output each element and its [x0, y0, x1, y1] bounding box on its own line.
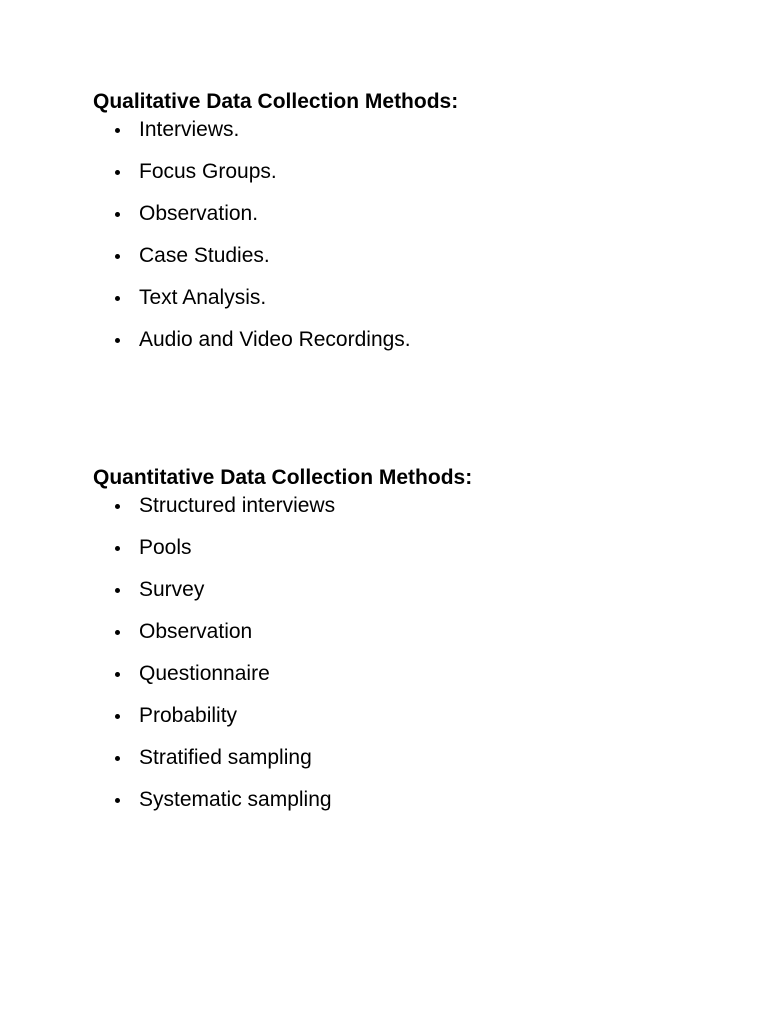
quantitative-list: [93, 492, 713, 828]
list-item-text: Survey: [139, 578, 205, 601]
list-item-text: Observation: [139, 620, 253, 643]
list-item: [93, 702, 713, 744]
list-item-text: Observation.: [139, 202, 259, 225]
list-item-text: Questionnaire: [139, 662, 270, 685]
list-item: [93, 786, 713, 828]
list-item: [93, 618, 713, 660]
list-item-text: Stratified sampling: [139, 746, 312, 769]
list-item-text: Audio and Video Recordings.: [139, 328, 411, 351]
bullet-icon: [115, 504, 120, 509]
list-item-text: Systematic sampling: [139, 788, 332, 811]
bullet-icon: [115, 296, 120, 301]
list-item-text: Structured interviews: [139, 494, 336, 517]
list-item: [93, 534, 713, 576]
bullet-icon: [115, 546, 120, 551]
bullet-icon: [115, 630, 120, 635]
qualitative-section: [93, 88, 713, 368]
list-item-text: Probability: [139, 704, 238, 727]
bullet-icon: [115, 254, 120, 259]
bullet-icon: [115, 798, 120, 803]
list-item-text: Case Studies.: [139, 244, 270, 267]
list-item: [93, 116, 713, 158]
list-item: [93, 284, 713, 326]
list-item-text: Text Analysis.: [139, 286, 267, 309]
list-item: [93, 326, 713, 368]
bullet-icon: [115, 756, 120, 761]
qualitative-heading: Qualitative Data Collection Methods:: [93, 90, 459, 113]
qualitative-list: [93, 116, 713, 368]
list-item: [93, 158, 713, 200]
bullet-icon: [115, 212, 120, 217]
quantitative-heading: Quantitative Data Collection Methods:: [93, 466, 473, 489]
bullet-icon: [115, 588, 120, 593]
list-item-text: Focus Groups.: [139, 160, 277, 183]
bullet-icon: [115, 714, 120, 719]
bullet-icon: [115, 170, 120, 175]
list-item: [93, 660, 713, 702]
list-item: [93, 576, 713, 618]
list-item: [93, 744, 713, 786]
list-item-text: Interviews.: [139, 118, 240, 141]
bullet-icon: [115, 128, 120, 133]
list-item-text: Pools: [139, 536, 192, 559]
list-item: [93, 200, 713, 242]
bullet-icon: [115, 672, 120, 677]
quantitative-section: [93, 464, 713, 828]
bullet-icon: [115, 338, 120, 343]
list-item: [93, 492, 713, 534]
list-item: [93, 242, 713, 284]
